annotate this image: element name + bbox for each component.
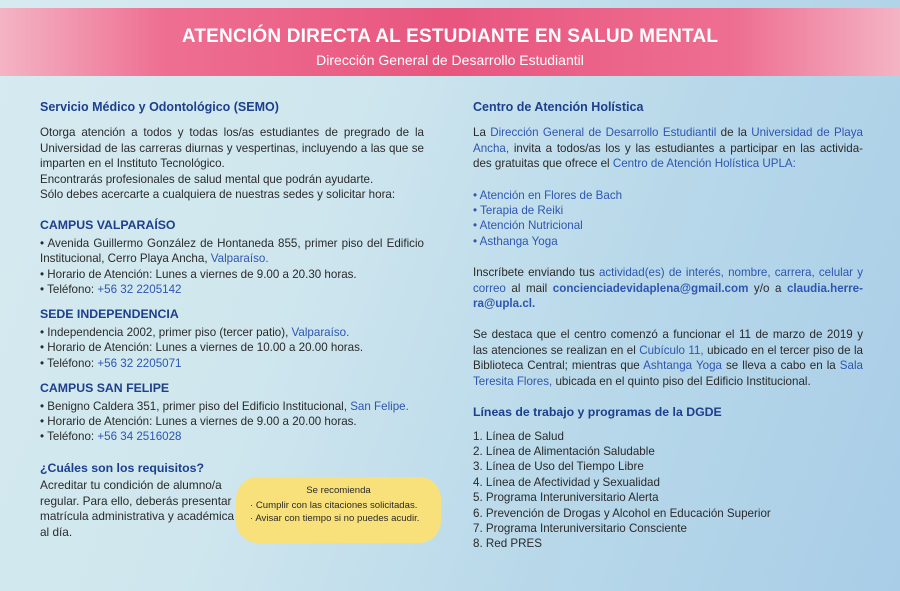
programs-list xyxy=(473,429,863,552)
campus-san-felipe-phone[interactable]: +56 34 2516028 xyxy=(97,430,182,444)
campus-valparaiso-section xyxy=(40,218,424,297)
holistic-heading: Centro de Atención Holística xyxy=(473,100,644,114)
sede-independencia-phone[interactable]: +56 32 2205071 xyxy=(97,356,182,370)
semo-heading: Servicio Médico y Odontológico (SEMO) xyxy=(40,100,279,114)
sede-independencia-section xyxy=(40,307,424,371)
campus-san-felipe-hours: • Horario de Atención: Lunes a viernes de 9.00 a 20.00 horas. xyxy=(40,414,357,428)
room-location: Sala Teresita Flores, xyxy=(473,359,863,388)
dgde-link: Dirección General de Desarrollo Estudiantil xyxy=(490,126,717,140)
sede-independencia-address: • Independencia 2002, primer piso (tercer patio), Valparaíso. xyxy=(40,325,350,339)
service-item: • Terapia de Reiki xyxy=(473,204,564,218)
campus-valparaiso-hours: • Horario de Atención: Lunes a viernes de 9.00 a 20.30 horas. xyxy=(40,267,357,281)
services-list xyxy=(473,188,863,250)
semo-intro-3: Sólo debes acercarte a cualquiera de nuestras sedes y solicitar hora: xyxy=(40,188,396,202)
campus-valparaiso-address: • Avenida Guillermo González de Hontaneda 855, primer piso del Edificio Institucional, Cerro Playa Ancha, Valparaíso. xyxy=(40,236,424,266)
sede-independencia-title: SEDE INDEPENDENCIA xyxy=(40,307,179,322)
campus-san-felipe-phone-line: • Teléfono: +56 34 2516028 xyxy=(40,430,182,444)
cubicle-location: Cubículo 11, xyxy=(639,343,704,357)
email-link-2[interactable]: claudia.herre-ra@upla.cl. xyxy=(473,281,863,311)
campus-san-felipe-address: • Benigno Caldera 351, primer piso del Edificio Institucional, San Felipe. xyxy=(40,399,409,413)
holistic-center-link: Centro de Atención Holística UPLA: xyxy=(612,157,796,171)
note-item: · Cumplir con las citaciones solicitadas. xyxy=(250,500,418,511)
program-item: 3. Línea de Uso del Tiempo Libre xyxy=(473,460,644,474)
signup-fields: actividad(es) de interés, nombre, carrera, celular y correo xyxy=(473,266,863,295)
program-item: 7. Programa Interuniversitario Consciente xyxy=(473,521,687,535)
program-item: 1. Línea de Salud xyxy=(473,429,564,443)
left-column xyxy=(40,100,424,541)
programs-title: Líneas de trabajo y programas de la DGDE xyxy=(473,405,722,420)
recommendation-note xyxy=(236,477,441,543)
page-subtitle: Dirección General de Desarrollo Estudiantil xyxy=(316,52,584,68)
campus-san-felipe-section xyxy=(40,381,424,445)
program-item: 2. Línea de Alimentación Saludable xyxy=(473,444,655,458)
sede-independencia-phone-line: • Teléfono: +56 32 2205071 xyxy=(40,356,182,370)
page-title: ATENCIÓN DIRECTA AL ESTUDIANTE EN SALUD MENTAL xyxy=(181,26,719,47)
program-item: 8. Red PRES xyxy=(473,537,542,551)
service-item: • Atención Nutricional xyxy=(473,219,583,233)
campus-valparaiso-phone[interactable]: +56 32 2205142 xyxy=(97,283,182,297)
upla-link: Universidad de Playa Ancha, xyxy=(473,126,863,155)
campus-san-felipe-city: San Felipe. xyxy=(350,399,409,413)
campus-valparaiso-city: Valparaíso. xyxy=(210,252,269,266)
semo-intro: Otorga atención a todos y todas los/as estudiantes de pregrado de la Universidad de las carreras diurnas y vespertinas, incluyendo a las que se imparten en el Instituto Tecnológico. xyxy=(40,126,424,171)
program-item: 5. Programa Interuniversitario Alerta xyxy=(473,491,659,505)
note-title: Se recomienda xyxy=(306,485,371,496)
program-item: 6. Prevención de Drogas y Alcohol en Educación Superior xyxy=(473,506,771,520)
yoga-label: Ashtanga Yoga xyxy=(643,359,722,373)
header-banner xyxy=(0,8,900,76)
sede-independencia-hours: • Horario de Atención: Lunes a viernes de 10.00 a 20.00 horas. xyxy=(40,341,364,355)
signup-paragraph: Inscríbete enviando tus actividad(es) de interés, nombre, carrera, celular y correo al mail concienciadevidaplena@gmail.com y/o a claudia.herre-ra@upla.cl. xyxy=(473,266,863,311)
campus-valparaiso-phone-line: • Teléfono: +56 32 2205142 xyxy=(40,283,182,297)
program-item: 4. Línea de Afectividad y Sexualidad xyxy=(473,475,660,489)
semo-intro-2: Encontrarás profesionales de salud mental que podrán ayudarte. xyxy=(40,172,374,186)
sede-independencia-city: Valparaíso. xyxy=(291,325,350,339)
right-column xyxy=(473,100,863,552)
service-item: • Asthanga Yoga xyxy=(473,234,558,248)
service-item: • Atención en Flores de Bach xyxy=(473,188,623,202)
requirements-title: ¿Cuáles son los requisitos? xyxy=(40,460,204,475)
campus-san-felipe-title: CAMPUS SAN FELIPE xyxy=(40,381,170,396)
requirements-text: Acreditar tu condición de alumno/a regular. Para ello, deberás presentar matrícula administrativa y académica al día. xyxy=(40,478,235,539)
note-item: · Avisar con tiempo si no puedes acudir. xyxy=(250,513,420,524)
holistic-intro: La Dirección General de Desarrollo Estudiantil de la Universidad de Playa Ancha, invita a todos/as los y las estudiantes a participar en las activida-des gratuitas que ofrece el Centro de Atención Holística UPLA: xyxy=(473,126,863,171)
email-link-1[interactable]: concienciadevidaplena@gmail.com xyxy=(552,281,749,295)
campus-valparaiso-title: CAMPUS VALPARAÍSO xyxy=(40,218,176,233)
center-info-paragraph: Se destaca que el centro comenzó a funcionar el 11 de marzo de 2019 y las atenciones se realizan en el Cubículo 11, ubicado en el tercer piso de la Biblioteca Central; mientras que Ashtanga Yoga se lleva a cabo en la Sala Teresita Flores, ubicada en el quinto piso del Edificio Institucional. xyxy=(473,328,863,388)
